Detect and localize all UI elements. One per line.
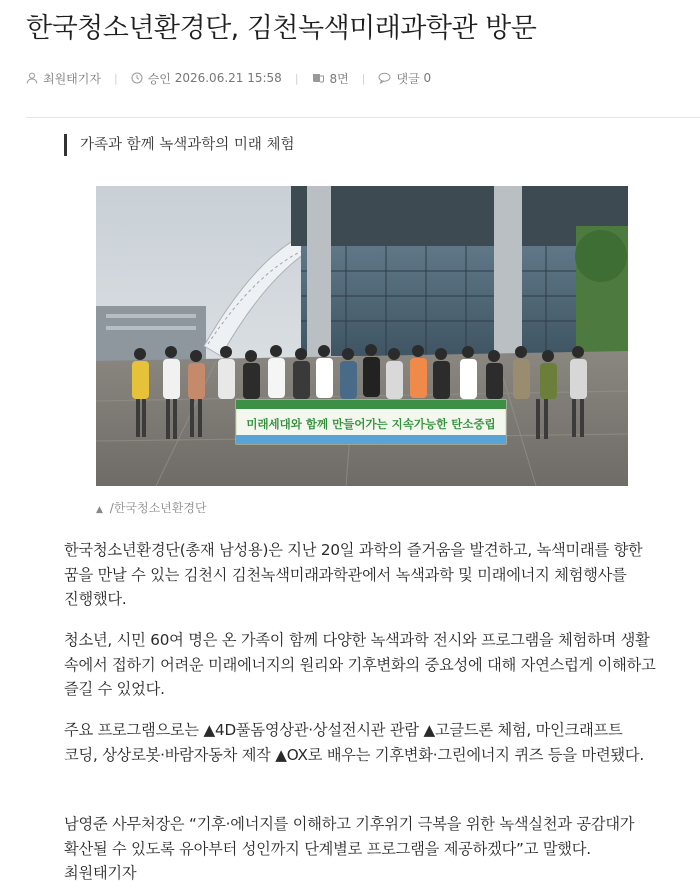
event-banner (236, 400, 506, 444)
caption-text: /한국청소년환경단 (109, 501, 207, 515)
comments-label: 댓글 (396, 71, 420, 86)
meta-divider: | (294, 71, 299, 85)
article-paragraph: 남영준 사무처장은 “기후·에너지를 이해하고 기후위기 극복을 위한 녹색실천과 공감대가 확산될 수 있도록 유아부터 성인까지 단계별로 프로그램을 제공하겠다”고 말했다. 최원태기자 (64, 815, 635, 882)
approved-info (131, 70, 282, 87)
approved-label: 승인 (147, 71, 171, 86)
comments-link[interactable] (378, 70, 431, 87)
comments-count: 0 (423, 71, 432, 85)
caption-marker: ▲ (96, 505, 103, 515)
comment-icon (378, 72, 391, 84)
meta-divider: | (113, 71, 118, 85)
group-photo-illustration (96, 186, 628, 486)
header-divider (26, 117, 700, 118)
author-name: 최원태기자 (43, 71, 101, 86)
clock-icon (131, 72, 143, 84)
section-label: 8면 (329, 71, 349, 86)
newspaper-icon (312, 72, 325, 84)
meta-divider: | (361, 71, 366, 85)
article-title: 한국청소년환경단, 김천녹색미래과학관 방문 (26, 13, 537, 44)
article-meta (26, 68, 431, 88)
article-paragraph: 한국청소년환경단(총재 남성용)은 지난 20일 과학의 즐거움을 발견하고, 녹색미래를 향한 꿈을 만날 수 있는 김천시 김천녹색미래과학관에서 녹색과학 및 미래에너지 체험행사를 진행했다. (64, 541, 643, 608)
photo-caption (96, 499, 207, 516)
article-paragraph: 청소년, 시민 60여 명은 온 가족이 함께 다양한 녹색과학 전시와 프로그램을 체험하며 생활 속에서 접하기 어려운 미래에너지의 원리와 기후변화의 중요성에 대해 자연스럽게 이해하고 즐길 수 있었다. (64, 631, 656, 698)
article-paragraph: 주요 프로그램으로는 ▲4D풀돔영상관·상설전시관 관람 ▲고글드론 체험, 마인크래프트 코딩, 상상로봇·바람자동차 제작 ▲OX로 배우는 기후변화·그린에너지 퀴즈 등을 마련됐다. (64, 721, 645, 764)
author-info[interactable] (26, 70, 101, 87)
banner-text: 미래세대와 함께 만들어가는 지속가능한 탄소중립 (246, 417, 496, 431)
person-icon (26, 72, 38, 84)
article-photo[interactable] (96, 186, 628, 486)
approved-time: 2026.06.21 15:58 (174, 71, 282, 85)
section-info (312, 70, 349, 87)
article-subtitle: 가족과 함께 녹색과학의 미래 체험 (64, 134, 295, 156)
